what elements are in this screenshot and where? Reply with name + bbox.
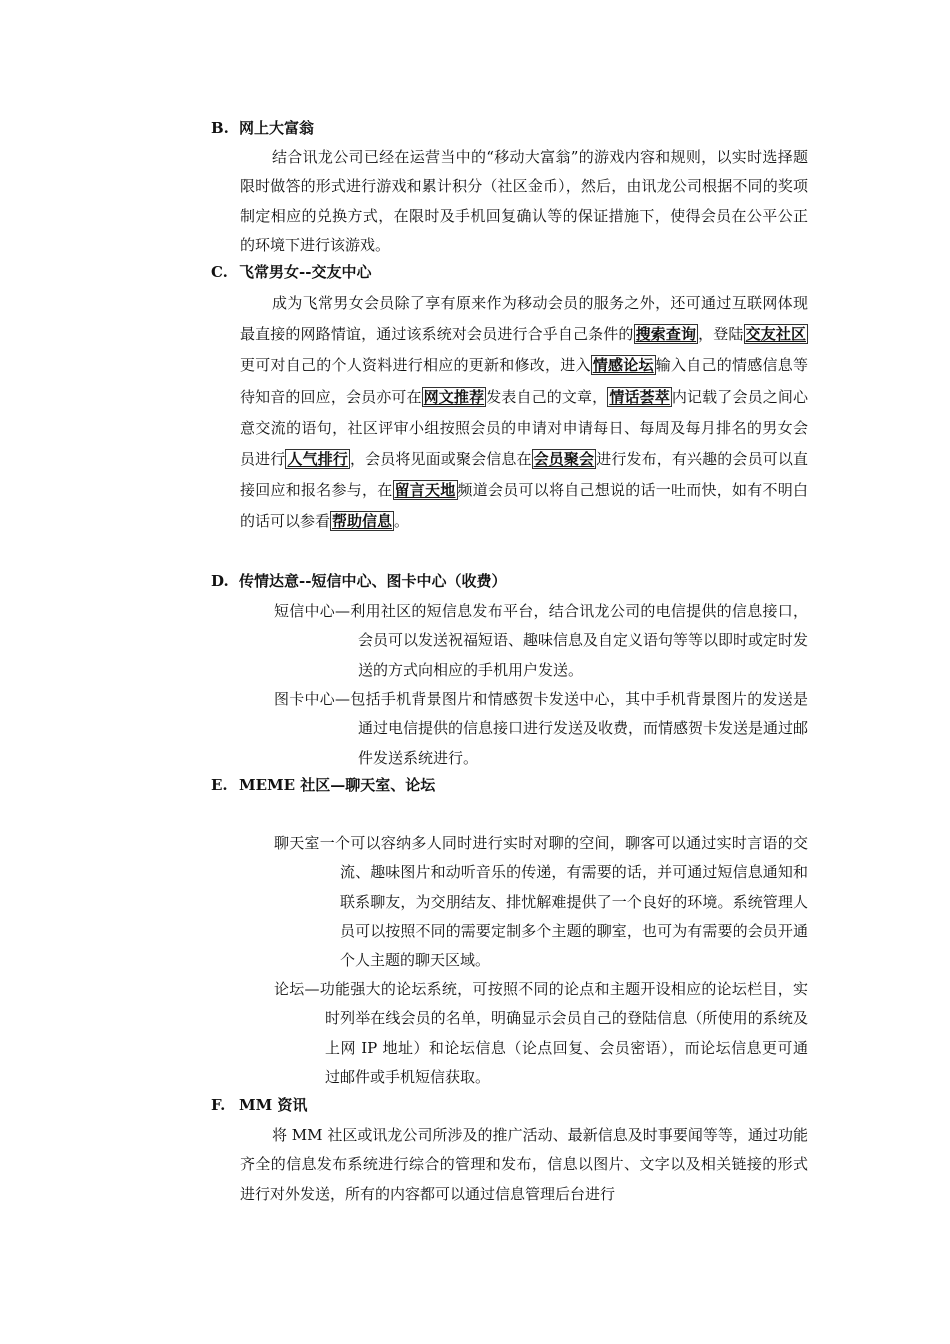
section-e-heading	[211, 775, 435, 795]
section-b-letter: B.	[211, 119, 229, 137]
section-e-item-chat: 聊天室一个可以容纳多人同时进行实时对聊的空间，聊客可以通过实时言语的交流、趣味图片和动听音乐的传递，有需要的话，并可通过短信息通知和联系聊友，为交朋结友、排忧解难提供了一个良好的环境。系统管理人员可以按照不同的需要定制多个主题的聊室，也可为有需要的会员开通个人主题的聊天区域。	[274, 834, 808, 970]
section-b-title: 网上大富翁	[239, 119, 315, 137]
keyword-popularity-ranking: 人气排行	[287, 450, 348, 469]
keyword-search-query: 搜索查询	[635, 325, 697, 344]
section-b-body: 结合讯龙公司已经在运营当中的“移动大富翁”的游戏内容和规则，以实时选择题限时做答的形式进行游戏和累计积分（社区金币），然后，由讯龙公司根据不同的奖项制定相应的兑换方式，在限时及手机回复确认等的保证措施下，使得会员在公平公正的环境下进行该游戏。	[240, 148, 808, 254]
section-c-text: 。	[394, 512, 410, 531]
keyword-member-gathering: 会员聚会	[533, 450, 595, 469]
keyword-love-words: 情话荟萃	[609, 387, 670, 406]
section-c-text: 更可对自己的个人资料进行相应的更新和修改，进入	[240, 356, 591, 375]
section-c-text: ，登陆	[698, 325, 744, 344]
keyword-friend-community: 交友社区	[745, 325, 806, 344]
section-c-body	[240, 288, 808, 538]
section-f-heading	[211, 1095, 307, 1115]
section-d-letter: D.	[211, 572, 229, 590]
keyword-emotion-forum: 情感论坛	[592, 356, 654, 375]
section-e-letter: E.	[211, 776, 228, 794]
section-c-text: 内记载了会员之间心意交流的语句，社区评审小组按照会员的申请对申请每日、每周及每月排名的男女会员进行	[240, 387, 808, 469]
section-f-title: MM 资讯	[239, 1096, 308, 1114]
keyword-article-recommend: 网文推荐	[423, 387, 485, 406]
section-f-letter: F.	[211, 1096, 226, 1114]
section-d-item-sms: 短信中心—利用社区的短信息发布平台，结合讯龙公司的电信提供的信息接口，会员可以发送祝福短语、趣味信息及自定义语句等等以即时或定时发送的方式向相应的手机用户发送。	[274, 602, 809, 679]
section-d-title: 传情达意--短信中心、图卡中心（收费）	[239, 572, 507, 590]
keyword-help-info: 帮助信息	[332, 512, 393, 531]
section-c-text: 进行发布，有兴趣的会员可以直接回应和报名参与，在	[240, 450, 808, 500]
section-c-text: ，会员将见面或聚会信息在	[349, 450, 532, 469]
section-c-text: 成为飞常男女会员除了享有原来作为移动会员的服务之外，还可通过互联网体现最直接的网路情谊，通过该系统对会员进行合乎自己条件的	[240, 294, 808, 344]
section-d-heading	[211, 571, 506, 591]
section-e-item-forum: 论坛—功能强大的论坛系统，可按照不同的论点和主题开设相应的论坛栏目，实时列举在线会员的名单，明确显示会员自己的登陆信息（所使用的系统及上网 IP 地址）和论坛信息（论点回复、会员密语），而论坛信息更可通过邮件或手机短信获取。	[274, 980, 808, 1086]
section-b-heading	[211, 118, 314, 138]
section-c-title: 飞常男女--交友中心	[239, 263, 372, 281]
keyword-message-board: 留言天地	[394, 481, 456, 500]
section-c-text: 发表自己的文章，	[486, 387, 608, 406]
section-c-heading	[211, 262, 371, 282]
section-c-letter: C.	[211, 263, 228, 281]
section-e-title: MEME 社区—聊天室、论坛	[239, 776, 436, 794]
section-f-body: 将 MM 社区或讯龙公司所涉及的推广活动、最新信息及时事要闻等等，通过功能齐全的信息发布系统进行综合的管理和发布，信息以图片、文字以及相关链接的形式进行对外发送，所有的内容都可以通过信息管理后台进行	[240, 1126, 808, 1203]
section-c-text: 频道会员可以将自己想说的话一吐而快，如有不明白的话可以参看	[240, 481, 808, 531]
section-c-text: 输入自己的情感信息等待知音的回应，会员亦可在	[240, 356, 808, 406]
section-d-item-card: 图卡中心—包括手机背景图片和情感贺卡发送中心，其中手机背景图片的发送是通过电信提供的信息接口进行发送及收费，而情感贺卡发送是通过邮件发送系统进行。	[274, 690, 809, 767]
